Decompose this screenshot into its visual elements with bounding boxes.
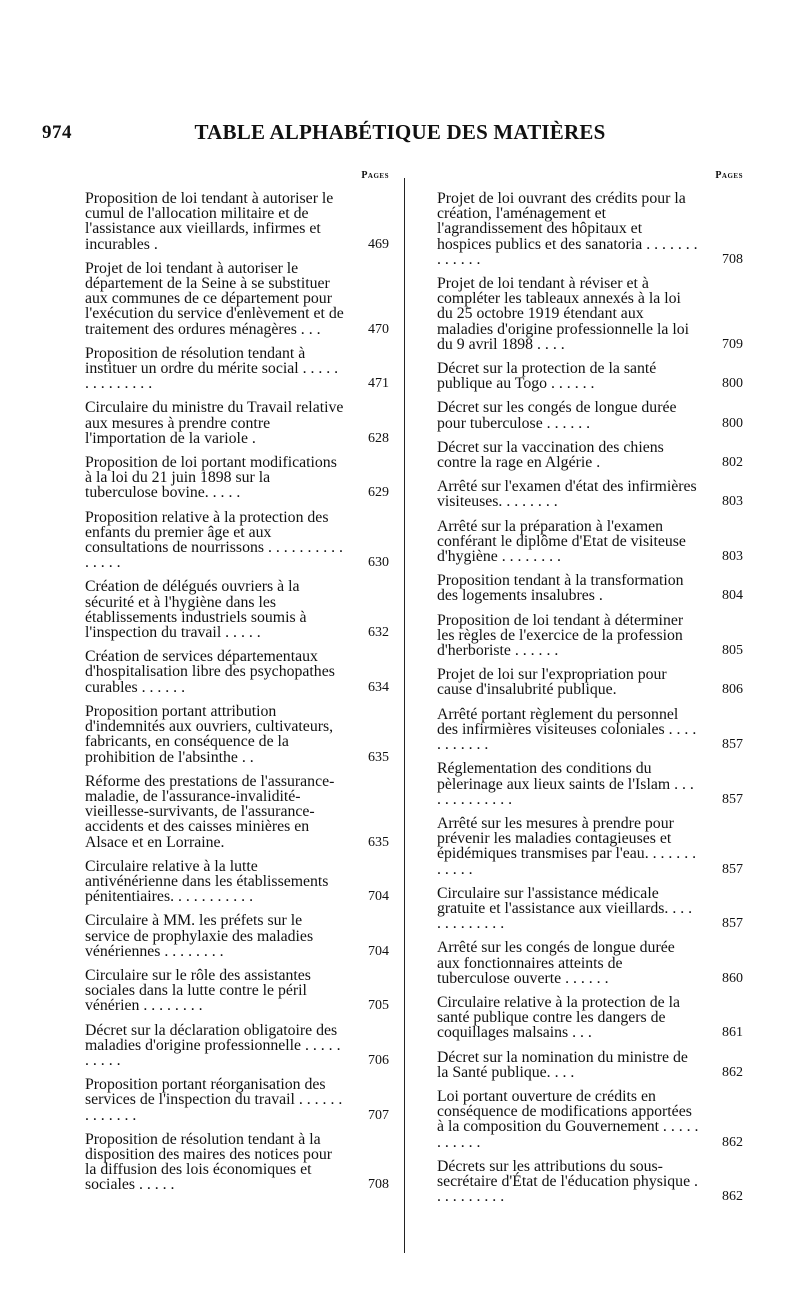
page-title: TABLE ALPHABÉTIQUE DES MATIÈRES bbox=[194, 120, 606, 144]
entry-page-number: 634 bbox=[368, 679, 389, 695]
index-entry bbox=[437, 1089, 743, 1150]
entry-description: Circulaire relative à la protection de la santé publique contre les dangers de coquillages malsains . . . bbox=[437, 993, 680, 1042]
index-entry bbox=[437, 440, 743, 470]
entry-page-number: 862 bbox=[722, 1064, 743, 1080]
index-entry bbox=[437, 613, 743, 659]
left-column bbox=[85, 170, 389, 1202]
entry-description: Création de services départementaux d'hospitalisation libre des psychopathes curables . . . . . . bbox=[85, 648, 335, 696]
index-entry bbox=[437, 1159, 743, 1205]
entry-description: Proposition portant attribution d'indemnités aux ouvriers, cultivateurs, fabricants, en conséquence de la prohibition de l'absinthe . . bbox=[85, 702, 334, 766]
entry-description: Loi portant ouverture de crédits en conséquence de modifications apportées à la composition du Gouvernement . . . . . . . . . . . bbox=[437, 1087, 699, 1151]
entry-page-number: 800 bbox=[722, 376, 743, 392]
index-entry bbox=[437, 573, 743, 603]
entry-description: Réglementation des conditions du pèlerinage aux lieux saints de l'Islam . . . . . . . . . . . . . bbox=[437, 760, 694, 808]
entry-description: Projet de loi ouvrant des crédits pour la création, l'aménagement et l'agrandissement des hôpitaux et hospices publics et des sanatoria . . . . . . . . . . . . . bbox=[437, 190, 698, 268]
index-entry bbox=[437, 667, 743, 697]
entry-description: Réforme des prestations de l'assurance-maladie, de l'assurance-invalidité-vieillesse-survivants, de l'assurance-accidents et des caisses minières en Alsace et en Lorraine. bbox=[85, 772, 335, 851]
entry-page-number: 635 bbox=[368, 834, 389, 850]
entry-page-number: 862 bbox=[722, 1189, 743, 1205]
right-entry-list bbox=[437, 191, 743, 1204]
index-entry bbox=[437, 400, 743, 430]
entry-page-number: 860 bbox=[722, 970, 743, 986]
page-number: 974 bbox=[42, 122, 72, 143]
entry-description: Décrets sur les attributions du sous-secrétaire d'État de l'éducation physique . . . . . . . . . . bbox=[437, 1157, 698, 1206]
entry-description: Proposition relative à la protection des enfants du premier âge et aux consultations de nourrissons . . . . . . . . . . . . . . . bbox=[85, 508, 344, 572]
entry-page-number: 471 bbox=[368, 376, 389, 392]
index-entry bbox=[85, 968, 389, 1014]
column-divider bbox=[404, 178, 405, 1253]
index-entry bbox=[437, 707, 743, 753]
entry-page-number: 469 bbox=[368, 236, 389, 252]
entry-page-number: 857 bbox=[722, 791, 743, 807]
entry-page-number: 704 bbox=[368, 889, 389, 905]
index-entry bbox=[85, 510, 389, 571]
entry-description: Arrêté sur l'examen d'état des infirmières visiteuses. . . . . . . . bbox=[437, 478, 697, 511]
index-entry bbox=[85, 191, 389, 252]
entry-page-number: 803 bbox=[722, 494, 743, 510]
entry-page-number: 635 bbox=[368, 749, 389, 765]
entry-description: Circulaire du ministre du Travail relative aux mesures à prendre contre l'importation de la variole . bbox=[85, 399, 344, 447]
entry-page-number: 862 bbox=[722, 1134, 743, 1150]
entry-description: Décret sur la vaccination des chiens contre la rage en Algérie . bbox=[437, 438, 664, 472]
entry-description: Proposition de résolution tendant à la disposition des maires des notices pour la diffusion des lois économiques et sociales . . . . . bbox=[85, 1130, 333, 1194]
index-entry bbox=[437, 361, 743, 391]
entry-description: Décret sur la nomination du ministre de la Santé publique. . . . bbox=[437, 1048, 688, 1081]
entry-page-number: 632 bbox=[368, 625, 389, 641]
index-entry bbox=[85, 859, 389, 905]
entry-description: Arrêté sur les congés de longue durée aux fonctionnaires atteints de tuberculose ouverte . . . . . . bbox=[437, 939, 675, 987]
index-entry bbox=[85, 913, 389, 959]
index-entry bbox=[85, 649, 389, 695]
entry-page-number: 629 bbox=[368, 485, 389, 501]
index-entry bbox=[85, 704, 389, 765]
entry-description: Décret sur la protection de la santé publique au Togo . . . . . . bbox=[437, 360, 657, 393]
pages-label-right: Pages bbox=[715, 170, 743, 181]
entry-description: Décret sur les congés de longue durée pour tuberculose . . . . . . bbox=[437, 399, 677, 432]
index-entry bbox=[85, 1023, 389, 1069]
index-entry bbox=[437, 995, 743, 1041]
entry-description: Proposition de loi portant modifications à la loi du 21 juin 1898 sur la tuberculose bovine. . . . . bbox=[85, 454, 337, 502]
index-entry bbox=[437, 886, 743, 932]
index-entry bbox=[437, 940, 743, 986]
index-entry bbox=[437, 816, 743, 877]
index-entry bbox=[85, 774, 389, 850]
entry-description: Circulaire relative à la lutte antivénérienne dans les établissements pénitentiaires. . . . . . . . . . . bbox=[85, 857, 329, 906]
index-entry bbox=[85, 1132, 389, 1193]
index-entry bbox=[85, 400, 389, 446]
entry-page-number: 805 bbox=[722, 643, 743, 659]
index-entry bbox=[85, 346, 389, 392]
entry-description: Proposition portant réorganisation des services de l'inspection du travail . . . . . . . . . . . . . bbox=[85, 1076, 343, 1124]
index-entry bbox=[437, 761, 743, 807]
entry-page-number: 857 bbox=[722, 861, 743, 877]
entry-description: Arrêté sur la préparation à l'examen conférant le diplôme d'Etat de visiteuse d'hygiène . . . . . . . . bbox=[437, 517, 686, 566]
index-entry bbox=[85, 1077, 389, 1123]
index-entry bbox=[437, 276, 743, 352]
entry-page-number: 706 bbox=[368, 1052, 389, 1068]
index-entry bbox=[85, 455, 389, 501]
entry-description: Décret sur la déclaration obligatoire des maladies d'origine professionnelle . . . . . . . . . . bbox=[85, 1021, 341, 1069]
entry-description: Projet de loi sur l'expropriation pour cause d'insalubrité publique. bbox=[437, 666, 667, 699]
entry-page-number: 704 bbox=[368, 943, 389, 959]
entry-page-number: 630 bbox=[368, 555, 389, 571]
entry-description: Projet de loi tendant à autoriser le département de la Seine à se substituer aux communes de ce département pour l'exécution du service d'enlèvement et de traitement des ordures ménagères . . . bbox=[85, 259, 344, 338]
entry-description: Circulaire à MM. les préfets sur le service de prophylaxie des maladies vénériennes . . . . . . . . bbox=[85, 912, 314, 960]
index-entry bbox=[437, 1050, 743, 1080]
index-entry bbox=[85, 261, 389, 337]
pages-label-left: Pages bbox=[361, 170, 389, 181]
entry-page-number: 804 bbox=[722, 588, 743, 604]
entry-page-number: 800 bbox=[722, 415, 743, 431]
entry-description: Arrêté portant règlement du personnel des infirmières visiteuses coloniales . . . . . . . . . . . bbox=[437, 705, 697, 754]
entry-page-number: 705 bbox=[368, 998, 389, 1014]
entry-page-number: 708 bbox=[722, 251, 743, 267]
entry-description: Circulaire sur le rôle des assistantes sociales dans la lutte contre le péril vénérien . . . . . . . . bbox=[85, 966, 311, 1015]
entry-page-number: 628 bbox=[368, 430, 389, 446]
entry-page-number: 470 bbox=[368, 321, 389, 337]
entry-description: Proposition de loi tendant à déterminer les règles de l'exercice de la profession d'herboriste . . . . . . bbox=[437, 611, 684, 660]
index-entry bbox=[437, 479, 743, 509]
right-column bbox=[437, 170, 743, 1213]
entry-page-number: 806 bbox=[722, 682, 743, 698]
entry-page-number: 857 bbox=[722, 737, 743, 753]
entry-page-number: 707 bbox=[368, 1107, 389, 1123]
entry-page-number: 708 bbox=[368, 1177, 389, 1193]
entry-description: Projet de loi tendant à réviser et à compléter les tableaux annexés à la loi du 25 octobre 1919 étendant aux maladies d'origine professionnelle la loi du 9 avril 1898 . . . . bbox=[437, 275, 690, 353]
entry-description: Proposition de loi tendant à autoriser le cumul de l'allocation militaire et de l'assistance aux vieillards, infirmes et incurables . bbox=[85, 190, 334, 253]
index-entry bbox=[85, 579, 389, 640]
entry-page-number: 709 bbox=[722, 336, 743, 352]
entry-description: Circulaire sur l'assistance médicale gratuite et l'assistance aux vieillards. . . . . . . . . . . . . bbox=[437, 884, 693, 933]
entry-description: Arrêté sur les mesures à prendre pour prévenir les maladies contagieuses et épidémiques transmises par l'eau. . . . . . . . . . . . bbox=[437, 814, 697, 878]
entry-page-number: 857 bbox=[722, 916, 743, 932]
entry-page-number: 803 bbox=[722, 549, 743, 565]
index-entry bbox=[437, 191, 743, 267]
entry-page-number: 802 bbox=[722, 455, 743, 471]
entry-description: Création de délégués ouvriers à la sécurité et à l'hygiène dans les établissements industriels soumis à l'inspection du travail . . . . . bbox=[85, 578, 307, 642]
index-entry bbox=[437, 519, 743, 565]
entry-description: Proposition tendant à la transformation des logements insalubres . bbox=[437, 572, 684, 605]
entry-description: Proposition de résolution tendant à instituer un ordre du mérite social . . . . . . . . . . . . . . bbox=[85, 344, 339, 393]
entry-page-number: 861 bbox=[722, 1025, 743, 1041]
left-entry-list bbox=[85, 191, 389, 1193]
